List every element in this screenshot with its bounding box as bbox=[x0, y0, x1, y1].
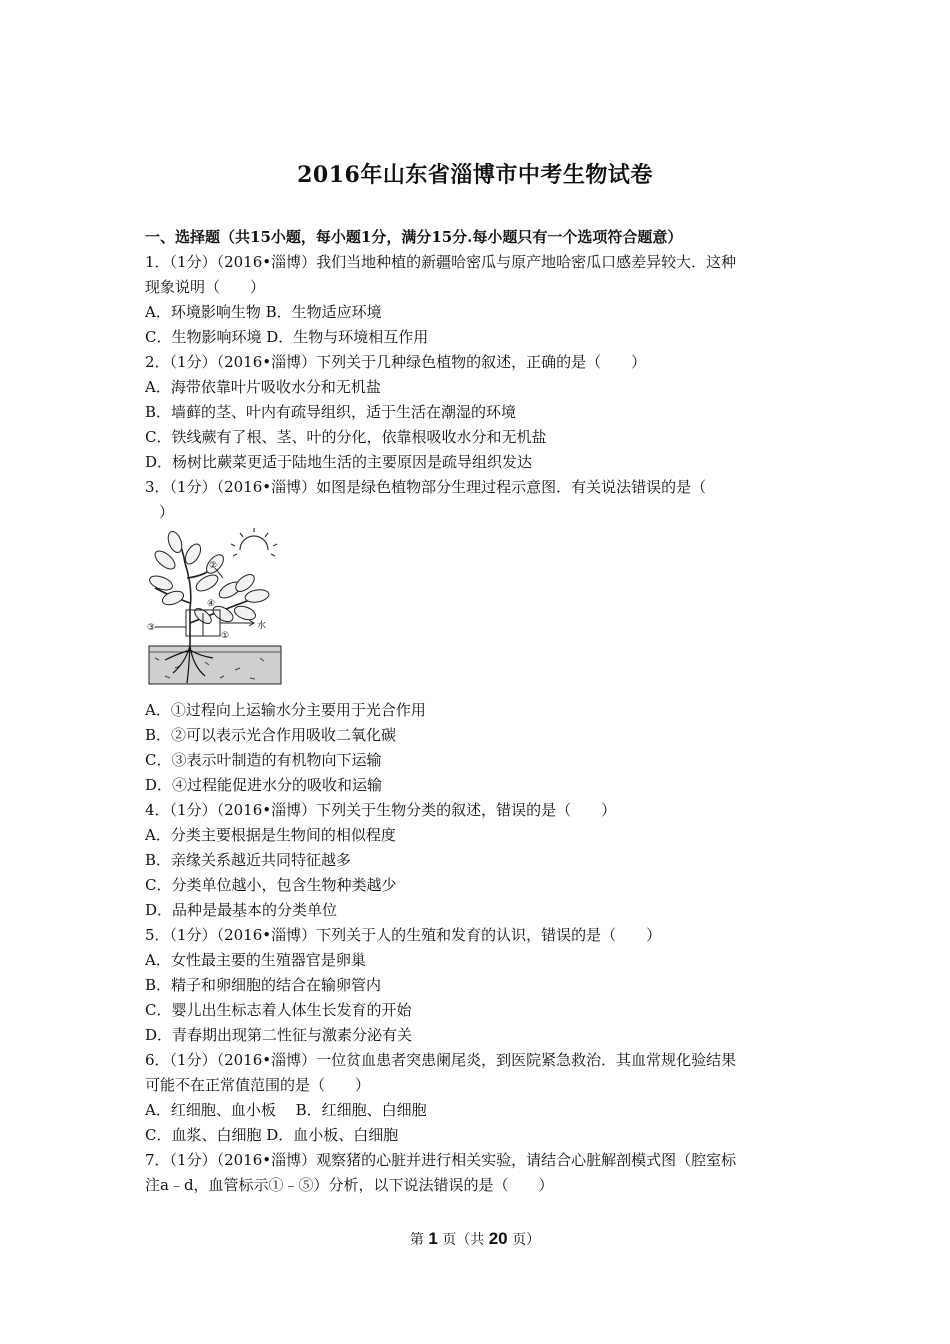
q4-option-d: D．品种是最基本的分类单位 bbox=[145, 901, 338, 919]
q5-option-c: C．婴儿出生标志着人体生长发育的开始 bbox=[145, 1001, 412, 1019]
q3-stem-line1: 3．（1分）（2016•淄博）如图是绿色植物部分生理过程示意图．有关说法错误的是（ bbox=[145, 478, 707, 496]
q6-stem-line2: 可能不在正常值范围的是（ ） bbox=[145, 1076, 371, 1094]
fig-label-water: 水 bbox=[257, 621, 267, 631]
q4-option-b: B．亲缘关系越近共同特征越多 bbox=[145, 851, 352, 869]
q5-stem: 5．（1分）（2016•淄博）下列关于人的生殖和发育的认识，错误的是（ ） bbox=[145, 926, 662, 944]
plant-diagram-svg bbox=[145, 528, 295, 693]
q1-options-cd: C．生物影响环境 D．生物与环境相互作用 bbox=[145, 328, 429, 346]
fig-label-2: ② bbox=[209, 561, 218, 571]
fig-label-4: ④ bbox=[207, 599, 216, 609]
leaves bbox=[148, 530, 270, 627]
q1-stem-line2: 现象说明（ ） bbox=[145, 278, 266, 296]
q1-stem-line1: 1．（1分）（2016•淄博）我们当地种植的新疆哈密瓜与原产地哈密瓜口感差异较大．这种 bbox=[145, 253, 737, 271]
q7-stem-line2: 注a﹣d，血管标示①﹣⑤）分析，以下说法错误的是（ ） bbox=[145, 1176, 554, 1194]
footer-prefix: 第 bbox=[409, 1232, 424, 1248]
page-title: 2016年山东省淄博市中考生物试卷 bbox=[297, 162, 653, 188]
q2-option-d: D．杨树比蕨菜更适于陆地生活的主要原因是疏导组织发达 bbox=[145, 453, 533, 471]
q7-stem-line1: 7．（1分）（2016•淄博）观察猪的心脏并进行相关实验，请结合心脏解剖模式图（腔室标 bbox=[145, 1151, 737, 1169]
q3-option-d: D．④过程能促进水分的吸收和运输 bbox=[145, 776, 383, 794]
fig-label-3: ③ bbox=[147, 623, 156, 633]
q4-option-a: A．分类主要根据是生物间的相似程度 bbox=[145, 826, 396, 844]
exam-content bbox=[145, 225, 810, 1198]
soil bbox=[149, 646, 281, 684]
q5-option-b: B．精子和卵细胞的结合在输卵管内 bbox=[145, 976, 382, 994]
q3-option-b: B．②可以表示光合作用吸收二氧化碳 bbox=[145, 726, 397, 744]
q2-stem: 2．（1分）（2016•淄博）下列关于几种绿色植物的叙述，正确的是（ ） bbox=[145, 353, 647, 371]
q2-option-b: B．墙藓的茎、叶内有疏导组织，适于生活在潮湿的环境 bbox=[145, 403, 517, 421]
q6-stem-line1: 6．（1分）（2016•淄博）一位贫血患者突患阑尾炎，到医院紧急救治．其血常规化验结果 bbox=[145, 1051, 737, 1069]
sun-icon bbox=[231, 528, 277, 556]
section-heading: 一、选择题（共15小题，每小题1分，满分15分.每小题只有一个选项符合题意） bbox=[145, 228, 683, 246]
page-footer bbox=[0, 1228, 950, 1251]
footer-mid: 页（共 bbox=[442, 1232, 485, 1248]
footer-total-pages: 20 bbox=[488, 1229, 508, 1248]
q4-stem: 4．（1分）（2016•淄博）下列关于生物分类的叙述，错误的是（ ） bbox=[145, 801, 617, 819]
q3-option-c: C．③表示叶制造的有机物向下运输 bbox=[145, 751, 382, 769]
fig-label-1: ① bbox=[221, 631, 230, 641]
q3-option-a: A．①过程向上运输水分主要用于光合作用 bbox=[145, 701, 426, 719]
plant-physiology-figure bbox=[145, 528, 295, 698]
q3-stem-line2: ） bbox=[159, 503, 175, 521]
q6-options-cd: C．血浆、白细胞 D．血小板、白细胞 bbox=[145, 1126, 399, 1144]
q5-option-d: D．青春期出现第二性征与激素分泌有关 bbox=[145, 1026, 413, 1044]
q2-option-c: C．铁线蕨有了根、茎、叶的分化，依靠根吸收水分和无机盐 bbox=[145, 428, 547, 446]
q2-option-a: A．海带依靠叶片吸收水分和无机盐 bbox=[145, 378, 381, 396]
footer-page-number: 1 bbox=[428, 1229, 438, 1248]
footer-suffix: 页） bbox=[512, 1232, 541, 1248]
q4-option-c: C．分类单位越小，包含生物种类越少 bbox=[145, 876, 397, 894]
q1-options-ab: A．环境影响生物 B．生物适应环境 bbox=[145, 303, 382, 321]
q5-option-a: A．女性最主要的生殖器官是卵巢 bbox=[145, 951, 366, 969]
q6-options-ab: A．红细胞、血小板 B．红细胞、白细胞 bbox=[145, 1101, 427, 1119]
